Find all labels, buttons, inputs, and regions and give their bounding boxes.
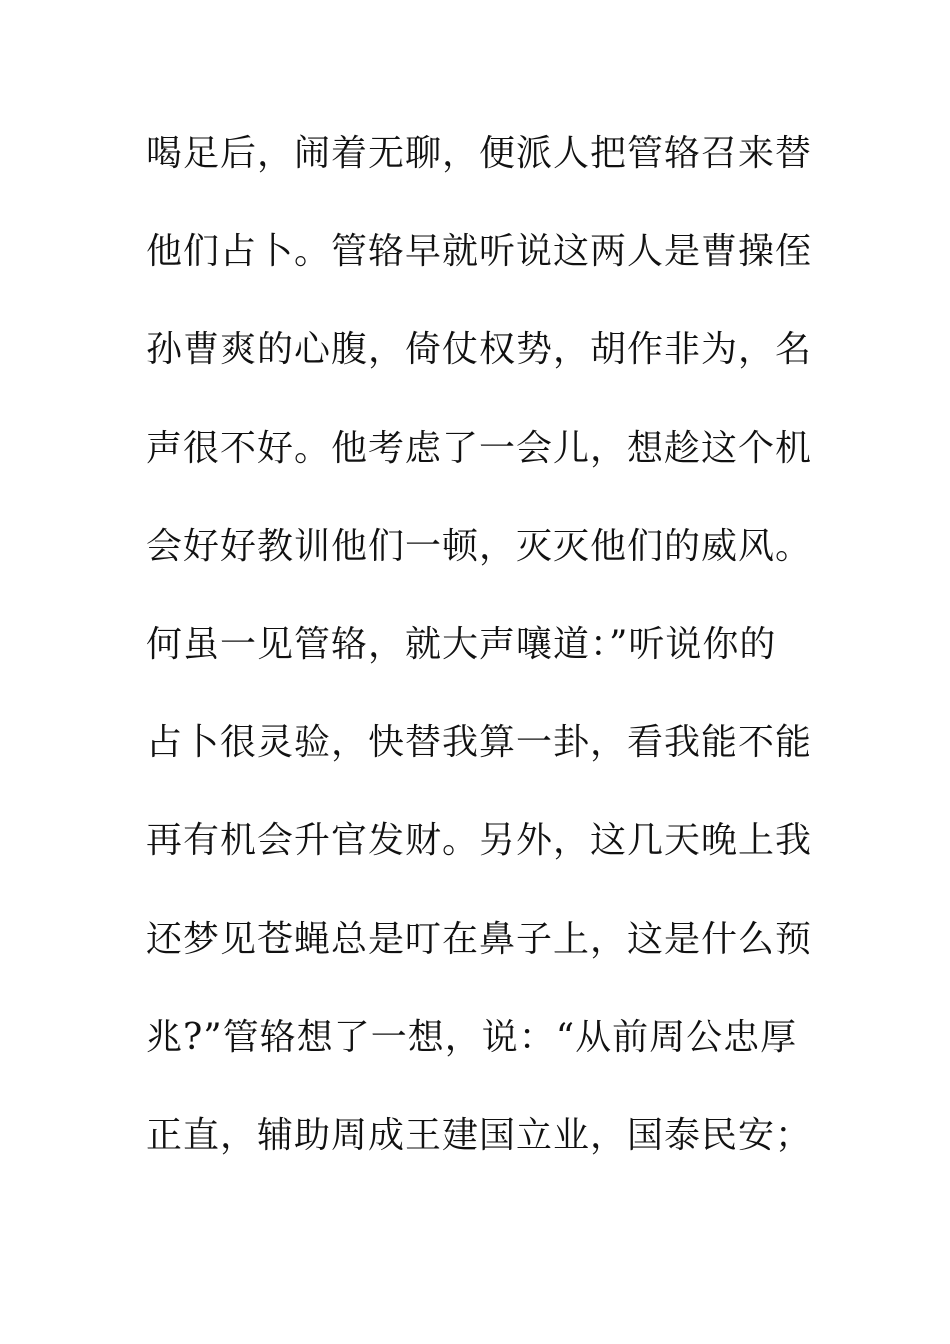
body-text bbox=[146, 126, 826, 1206]
text-line: 何虽一见管辂，就大声嚷道：”听说你的 bbox=[146, 623, 777, 665]
text-line: 他们占卜。管辂早就听说这两人是曹操侄 bbox=[146, 231, 813, 273]
text-line: 正直，辅助周成王建国立业，国泰民安； bbox=[146, 1114, 813, 1156]
text-line: 喝足后，闹着无聊，便派人把管辂召来替 bbox=[146, 133, 813, 174]
text-line: 再有机会升官发财。另外，这几天晚上我 bbox=[146, 820, 813, 862]
text-line: 会好好教训他们一顿，灭灭他们的威风。 bbox=[146, 525, 813, 567]
text-line: 声很不好。他考虑了一会儿，想趁这个机 bbox=[146, 427, 813, 469]
text-line: 兆?”管辂想了一想，说：“从前周公忠厚 bbox=[146, 1016, 798, 1058]
text-line: 还梦见苍蝇总是叮在鼻子上，这是什么预 bbox=[146, 918, 813, 960]
text-line: 孙曹爽的心腹，倚仗权势，胡作非为，名 bbox=[146, 329, 813, 371]
text-line: 占卜很灵验，快替我算一卦，看我能不能 bbox=[146, 722, 813, 764]
